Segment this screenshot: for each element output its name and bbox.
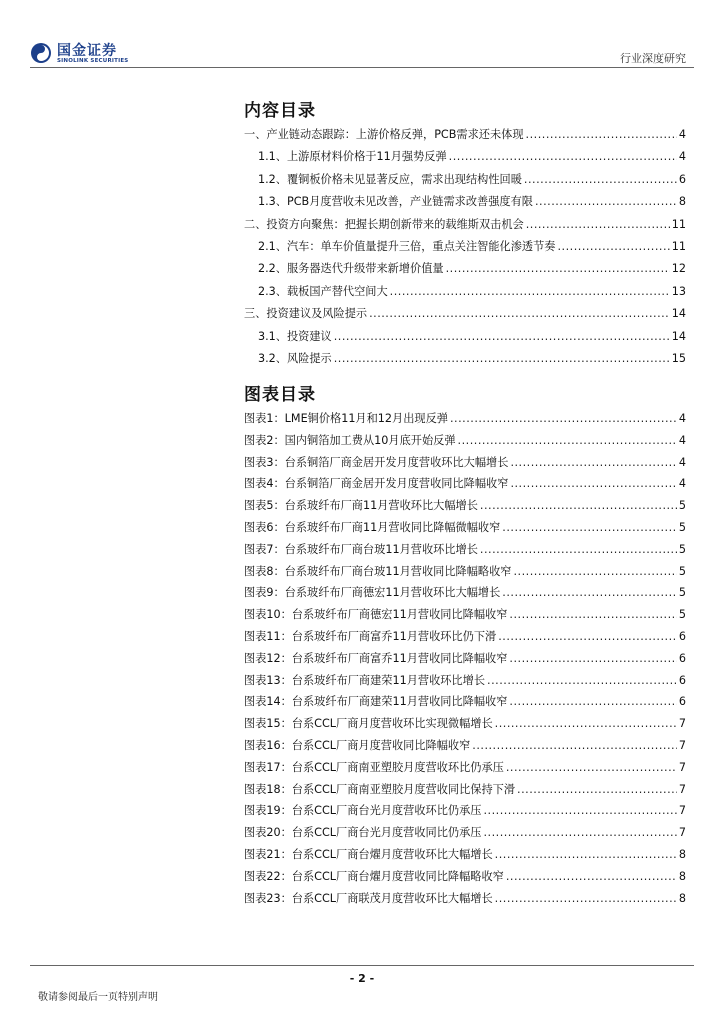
toc-item[interactable] [258,328,686,344]
item-label: 图表8：台系玻纤布厂商台玻11月营收同比降幅略收窄 [244,564,512,578]
dot-leader [524,173,677,186]
item-label: 图表23：台系CCL厂商联茂月度营收环比大幅增长 [244,891,493,905]
item-page: 8 [678,195,686,209]
item-label: 图表9：台系玻纤布厂商德宏11月营收环比大幅增长 [244,586,501,600]
item-page: 5 [678,586,686,600]
item-label: 图表1：LME铜价格11月和12月出现反弹 [244,412,448,425]
item-label: 2.1、汽车：单车价值量提升三倍，重点关注智能化渗透节奏 [258,240,556,253]
toc-item[interactable] [244,305,686,321]
toc-item[interactable] [258,260,686,276]
item-page: 5 [678,608,686,622]
dot-leader [449,150,677,163]
dot-leader [509,652,676,665]
figure-item[interactable] [244,432,686,448]
item-label: 3.1、投资建议 [258,329,332,343]
figure-item[interactable] [244,650,686,666]
item-label: 图表6：台系玻纤布厂商11月营收同比降幅微幅收窄 [244,521,501,534]
item-label: 图表11：台系玻纤布厂商富乔11月营收环比仍下滑 [244,630,497,643]
dot-leader [487,674,677,687]
dot-leader [495,717,677,730]
figure-item[interactable] [244,606,686,622]
item-label: 图表19：台系CCL厂商台光月度营收环比仍承压 [244,804,482,818]
figure-item[interactable] [244,824,686,840]
dot-leader [450,412,677,425]
item-label: 1.2、覆铜板价格未见显著反应，需求出现结构性回暖 [258,172,522,186]
item-label: 3.2、风险提示 [258,352,332,365]
report-type: 行业深度研究 [620,52,686,65]
item-page: 6 [678,673,686,687]
item-label: 一、产业链动态跟踪：上游价格反弹，PCB需求还未体现 [244,128,524,141]
item-page: 4 [678,150,686,164]
dot-leader [502,586,677,599]
dot-leader [513,565,676,578]
item-label: 图表14：台系玻纤布厂商建荣11月营收同比降幅收窄 [244,695,508,709]
item-page: 7 [678,826,686,840]
toc-item[interactable] [258,283,686,299]
item-page: 5 [678,542,686,556]
dot-leader [483,826,676,839]
dot-leader [334,352,670,365]
item-page: 7 [678,760,686,774]
item-page: 14 [671,307,686,321]
header-divider [30,67,694,68]
dot-leader [334,330,670,343]
figure-item[interactable] [244,672,686,688]
figure-item[interactable] [244,475,686,491]
dot-leader [480,543,677,556]
item-page: 13 [671,284,686,298]
dot-leader [495,848,677,861]
item-label: 图表7：台系玻纤布厂商台玻11月营收环比增长 [244,542,478,556]
item-page: 4 [678,477,686,491]
item-page: 8 [678,891,686,905]
item-page: 12 [671,262,686,276]
item-page: 4 [678,412,686,425]
item-label: 三、投资建议及风险提示 [244,307,368,321]
figure-item[interactable] [244,584,686,600]
item-page: 5 [678,499,686,513]
item-page: 8 [678,848,686,861]
figure-item[interactable] [244,497,686,513]
item-label: 图表20：台系CCL厂商台光月度营收同比仍承压 [244,826,482,840]
item-label: 图表15：台系CCL厂商月度营收环比实现微幅增长 [244,717,493,731]
dot-leader [526,128,677,141]
item-page: 6 [678,651,686,665]
dot-leader [526,218,670,231]
dot-leader [509,608,676,621]
item-label: 图表16：台系CCL厂商月度营收同比降幅收窄 [244,739,471,752]
item-label: 图表18：台系CCL厂商南亚塑胶月度营收同比保持下滑 [244,782,516,796]
dot-leader [506,761,677,774]
item-label: 图表5：台系玻纤布厂商11月营收环比大幅增长 [244,499,478,513]
item-page: 8 [678,869,686,883]
item-label: 图表17：台系CCL厂商南亚塑胶月度营收环比仍承压 [244,760,504,774]
figure-item[interactable] [244,759,686,775]
figure-item[interactable] [244,846,686,862]
figure-item[interactable] [244,737,686,753]
page-header [0,0,724,72]
dot-leader [480,499,677,512]
figure-item[interactable] [244,563,686,579]
item-page: 4 [678,433,686,447]
dot-leader [472,739,677,752]
dot-leader [390,285,670,298]
toc-item[interactable] [258,171,686,187]
item-label: 图表4：台系铜箔厂商金居开发月度营收同比降幅收窄 [244,477,509,491]
item-page: 6 [678,172,686,186]
item-label: 2.3、载板国产替代空间大 [258,284,388,298]
dot-leader [509,695,676,708]
figure-item[interactable] [244,781,686,797]
item-page: 4 [678,128,686,141]
company-name-en: SINOLINK SECURITIES [57,58,129,64]
dot-leader [510,456,676,469]
figure-item[interactable] [244,628,686,644]
item-label: 图表22：台系CCL厂商台燿月度营收同比降幅略收窄 [244,869,504,883]
figure-item[interactable] [244,541,686,557]
dot-leader [483,804,676,817]
footer-divider [30,965,694,966]
figures-title: 图表目录 [244,385,316,405]
item-page: 6 [678,695,686,709]
item-label: 二、投资方向聚焦：把握长期创新带来的载维斯双击机会 [244,217,524,231]
item-label: 图表21：台系CCL厂商台燿月度营收环比大幅增长 [244,848,493,861]
item-label: 图表3：台系铜箔厂商金居开发月度营收环比大幅增长 [244,455,509,469]
toc-item[interactable] [258,193,686,209]
dot-leader [495,892,677,905]
dot-leader [517,783,677,796]
toc-item[interactable] [244,126,686,142]
figure-item[interactable] [244,715,686,731]
company-logo-icon [30,42,52,64]
toc-item[interactable] [258,350,686,366]
item-page: 11 [671,240,686,253]
dot-leader [510,477,676,490]
company-name-cn: 国金证券 [57,43,117,59]
figure-item[interactable] [244,519,686,535]
dot-leader [458,434,677,447]
dot-leader [502,521,677,534]
item-page: 5 [678,521,686,534]
item-label: 图表13：台系玻纤布厂商建荣11月营收环比增长 [244,673,486,687]
item-label: 1.1、上游原材料价格于11月强势反弹 [258,150,447,164]
item-label: 图表10：台系玻纤布厂商德宏11月营收同比降幅收窄 [244,608,508,622]
item-label: 1.3、PCB月度营收未见改善，产业链需求改善强度有限 [258,195,533,209]
company-logo [30,40,140,68]
figure-item[interactable] [244,890,686,906]
dot-leader [506,870,677,883]
item-page: 7 [678,782,686,796]
item-page: 4 [678,455,686,469]
figure-item[interactable] [244,868,686,884]
dot-leader [446,262,670,275]
toc-item[interactable] [244,216,686,232]
figure-item[interactable] [244,410,686,426]
dot-leader [535,195,677,208]
dot-leader [369,307,670,320]
item-page: 6 [678,630,686,643]
page-number: - 2 - [349,972,375,985]
item-label: 图表12：台系玻纤布厂商富乔11月营收同比降幅收窄 [244,651,508,665]
item-page: 14 [671,329,686,343]
dot-leader [557,240,669,253]
item-page: 7 [678,739,686,752]
item-label: 2.2、服务器迭代升级带来新增价值量 [258,262,444,276]
item-page: 7 [678,717,686,731]
figure-item[interactable] [244,693,686,709]
figure-item[interactable] [244,454,686,470]
dot-leader [498,630,677,643]
toc-title: 内容目录 [244,101,316,121]
item-page: 15 [671,352,686,365]
toc-item[interactable] [258,238,686,254]
item-page: 7 [678,804,686,818]
item-label: 图表2：国内铜箔加工费从10月底开始反弹 [244,433,456,447]
item-page: 5 [678,564,686,578]
disclaimer: 敬请参阅最后一页特别声明 [38,992,158,1003]
figure-item[interactable] [244,802,686,818]
toc-item[interactable] [258,148,686,164]
item-page: 11 [671,217,686,231]
